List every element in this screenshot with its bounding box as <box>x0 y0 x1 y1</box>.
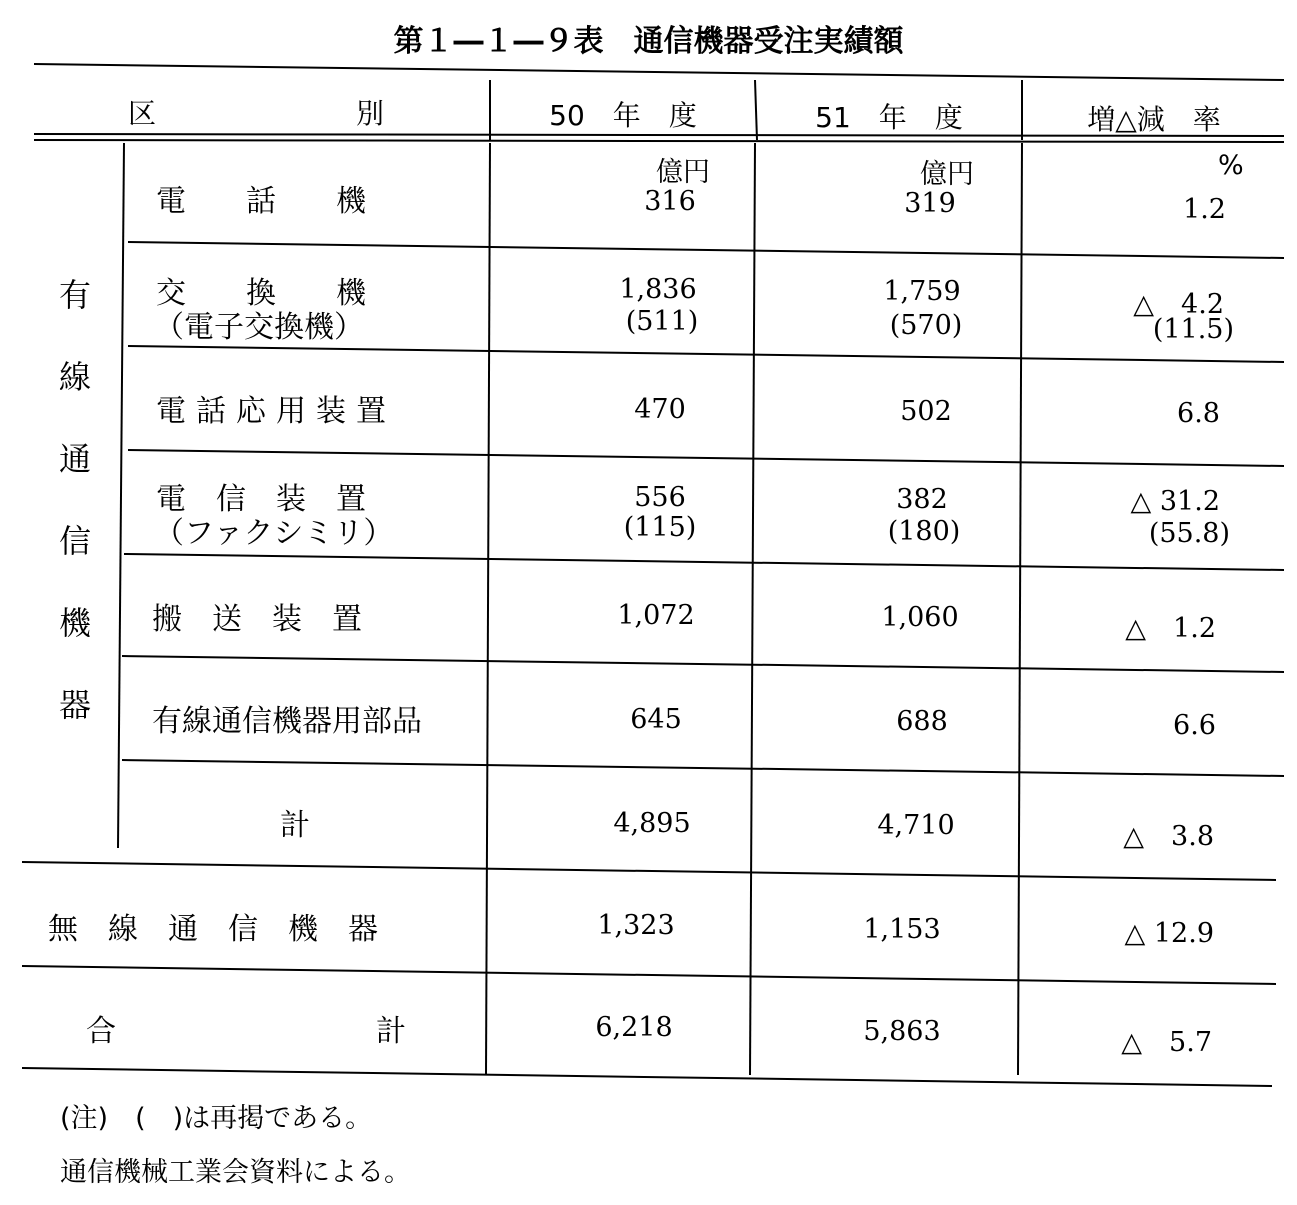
cell-rate: △ 3.8 <box>1123 821 1214 852</box>
group-label-char: 通 <box>58 440 91 478</box>
cell-fy51: 319 <box>904 188 956 219</box>
cell-fy51: 382 <box>896 484 948 515</box>
row-label-total-1: 合 <box>86 1014 116 1049</box>
cell-fy51: 1,759 <box>883 276 961 307</box>
header-rate: 増△減 率 <box>1087 103 1221 136</box>
cell-rate: △ 31.2 <box>1130 486 1220 517</box>
cell-rate: △ 5.7 <box>1121 1027 1212 1058</box>
cell-fy50: 556 <box>634 482 686 513</box>
cell-rate: 6.6 <box>1173 710 1216 741</box>
cell-fy50-sub: (511) <box>625 306 699 337</box>
cell-fy51-sub: (570) <box>889 310 963 341</box>
header-fy51: 51 年 度 <box>815 101 963 134</box>
row-label-wired-parts: 有線通信機器用部品 <box>152 704 422 739</box>
row-label-telephone-application: 電話応用装置 <box>156 394 396 429</box>
row-label-telephone: 電 話 機 <box>156 184 366 219</box>
row-label-carrier: 搬 送 装 置 <box>152 602 362 637</box>
cell-fy51: 1,060 <box>881 602 959 633</box>
cell-fy51: 502 <box>900 396 952 427</box>
cell-fy50: 470 <box>634 394 686 425</box>
header-fy50: 50 年 度 <box>549 99 697 132</box>
row-label-subtotal: 計 <box>280 808 310 843</box>
row-sublabel-facsimile: （ファクシミリ） <box>154 516 394 551</box>
cell-fy50: 316 <box>644 186 696 217</box>
row-sublabel-electronic-exchange: （電子交換機） <box>154 310 364 345</box>
row-label-total-2: 計 <box>376 1014 406 1049</box>
cell-rate: △ 12.9 <box>1124 918 1214 949</box>
cell-fy50: 4,895 <box>613 808 691 839</box>
cell-fy50: 1,323 <box>597 910 675 941</box>
cell-fy50: 1,836 <box>619 274 697 305</box>
row-label-exchange: 交 換 機 <box>156 276 366 311</box>
unit-rate: % <box>1218 150 1244 181</box>
header-category-1: 区 <box>128 97 157 130</box>
group-label-char: 信 <box>58 522 91 560</box>
cell-rate: 1.2 <box>1183 194 1226 225</box>
cell-rate-sub: (55.8) <box>1148 518 1230 549</box>
cell-fy50-sub: (115) <box>623 512 697 543</box>
note-source: 通信機械工業会資料による。 <box>60 1157 411 1188</box>
group-label-char: 器 <box>58 686 91 724</box>
cell-fy51: 688 <box>896 706 948 737</box>
cell-rate: △ 4.2 <box>1133 289 1224 320</box>
group-label-char: 機 <box>58 604 91 642</box>
unit-fy50: 億円 <box>656 157 710 188</box>
cell-fy51-sub: (180) <box>887 516 961 547</box>
group-label-char: 有 <box>58 276 91 314</box>
note-reprint: (注) ( )は再掲である。 <box>60 1103 373 1134</box>
row-label-telegraph: 電 信 装 置 <box>156 482 366 517</box>
cell-fy51: 1,153 <box>863 914 941 945</box>
cell-rate-sub: (11.5) <box>1152 314 1234 345</box>
cell-fy50: 1,072 <box>617 600 695 631</box>
unit-fy51: 億円 <box>920 159 974 190</box>
table-title: 第１―１―９表 通信機器受注実績額 <box>393 24 904 59</box>
cell-fy51: 5,863 <box>863 1016 941 1047</box>
cell-fy51: 4,710 <box>877 810 955 841</box>
cell-fy50: 6,218 <box>595 1012 673 1043</box>
cell-rate: 6.8 <box>1177 398 1220 429</box>
cell-rate: △ 1.2 <box>1125 613 1216 644</box>
group-label-char: 線 <box>58 358 91 396</box>
group-label-wired <box>50 254 100 746</box>
header-category-2: 別 <box>356 97 385 130</box>
row-label-wireless: 無 線 通 信 機 器 <box>48 912 378 947</box>
cell-fy50: 645 <box>630 704 682 735</box>
